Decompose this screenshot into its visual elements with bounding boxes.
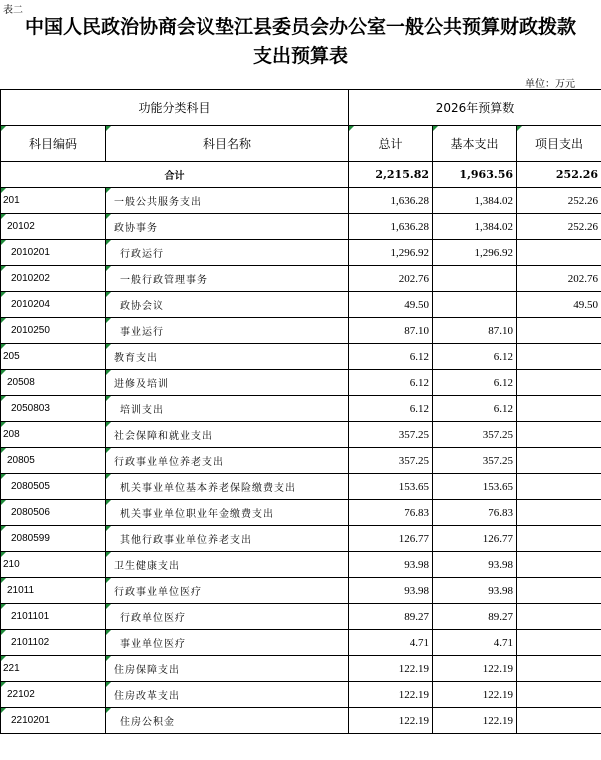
code-cell: 2010201 — [1, 240, 106, 266]
table-row — [1, 630, 601, 656]
basic-cell: 357.25 — [433, 448, 517, 474]
total-cell: 122.19 — [349, 656, 433, 682]
code-cell: 2080599 — [1, 526, 106, 552]
basic-cell: 1,296.92 — [433, 240, 517, 266]
basic-cell — [433, 292, 517, 318]
name-cell: 进修及培训 — [106, 370, 349, 396]
total-cell: 122.19 — [349, 682, 433, 708]
budget-table — [0, 89, 601, 734]
project-cell — [517, 604, 601, 630]
project-cell — [517, 682, 601, 708]
basic-cell: 153.65 — [433, 474, 517, 500]
code-cell: 20805 — [1, 448, 106, 474]
code-cell: 221 — [1, 656, 106, 682]
project-cell — [517, 708, 601, 734]
unit-label: 单位：万元 — [525, 79, 575, 90]
total-cell: 93.98 — [349, 578, 433, 604]
basic-cell — [433, 266, 517, 292]
basic-cell: 357.25 — [433, 422, 517, 448]
code-cell: 20102 — [1, 214, 106, 240]
table-row — [1, 656, 601, 682]
table-row — [1, 604, 601, 630]
basic-cell: 76.83 — [433, 500, 517, 526]
project-cell — [517, 630, 601, 656]
name-cell: 社会保障和就业支出 — [106, 422, 349, 448]
project-cell — [517, 422, 601, 448]
name-cell: 住房保障支出 — [106, 656, 349, 682]
total-total: 2,215.82 — [349, 162, 433, 188]
basic-cell: 6.12 — [433, 344, 517, 370]
budget-group-header: 2026年预算数 — [349, 90, 601, 126]
table-row — [1, 344, 601, 370]
table-row — [1, 214, 601, 240]
name-cell: 行政运行 — [106, 240, 349, 266]
name-cell: 机关事业单位基本养老保险缴费支出 — [106, 474, 349, 500]
code-cell: 205 — [1, 344, 106, 370]
code-cell: 20508 — [1, 370, 106, 396]
table-row — [1, 188, 601, 214]
code-cell: 201 — [1, 188, 106, 214]
total-cell: 202.76 — [349, 266, 433, 292]
code-cell: 2080505 — [1, 474, 106, 500]
project-cell — [517, 318, 601, 344]
total-cell: 6.12 — [349, 344, 433, 370]
name-cell: 一般行政管理事务 — [106, 266, 349, 292]
table-tag: 表二 — [3, 5, 23, 16]
total-project: 252.26 — [517, 162, 601, 188]
project-cell: 202.76 — [517, 266, 601, 292]
table-row — [1, 292, 601, 318]
total-cell: 1,636.28 — [349, 188, 433, 214]
total-cell: 87.10 — [349, 318, 433, 344]
total-cell: 76.83 — [349, 500, 433, 526]
total-cell: 122.19 — [349, 708, 433, 734]
basic-cell: 122.19 — [433, 708, 517, 734]
code-cell: 2080506 — [1, 500, 106, 526]
total-cell: 1,636.28 — [349, 214, 433, 240]
col-project-header: 项目支出 — [517, 126, 601, 162]
col-total-header: 总计 — [349, 126, 433, 162]
basic-cell: 93.98 — [433, 578, 517, 604]
name-cell: 培训支出 — [106, 396, 349, 422]
total-cell: 4.71 — [349, 630, 433, 656]
total-cell: 6.12 — [349, 396, 433, 422]
project-cell — [517, 240, 601, 266]
code-cell: 2010250 — [1, 318, 106, 344]
total-label: 合计 — [1, 162, 349, 188]
name-cell: 事业运行 — [106, 318, 349, 344]
code-cell: 208 — [1, 422, 106, 448]
name-cell: 卫生健康支出 — [106, 552, 349, 578]
total-cell: 49.50 — [349, 292, 433, 318]
total-row — [1, 162, 601, 188]
col-name-header: 科目名称 — [106, 126, 349, 162]
code-cell: 22102 — [1, 682, 106, 708]
project-cell — [517, 500, 601, 526]
name-cell: 其他行政事业单位养老支出 — [106, 526, 349, 552]
page-subtitle: 支出预算表 — [252, 45, 348, 67]
code-cell: 2210201 — [1, 708, 106, 734]
project-cell — [517, 526, 601, 552]
name-cell: 住房公积金 — [106, 708, 349, 734]
code-cell: 2101101 — [1, 604, 106, 630]
page-title: 中国人民政治协商会议垫江县委员会办公室一般公共预算财政拨款 — [24, 16, 576, 38]
name-cell: 教育支出 — [106, 344, 349, 370]
table-row — [1, 266, 601, 292]
total-cell: 153.65 — [349, 474, 433, 500]
basic-cell: 6.12 — [433, 370, 517, 396]
name-cell: 政协会议 — [106, 292, 349, 318]
table-row — [1, 552, 601, 578]
basic-cell: 126.77 — [433, 526, 517, 552]
name-cell: 政协事务 — [106, 214, 349, 240]
basic-cell: 89.27 — [433, 604, 517, 630]
project-cell: 252.26 — [517, 188, 601, 214]
code-cell: 2050803 — [1, 396, 106, 422]
total-cell: 93.98 — [349, 552, 433, 578]
basic-cell: 93.98 — [433, 552, 517, 578]
total-cell: 1,296.92 — [349, 240, 433, 266]
total-cell: 357.25 — [349, 448, 433, 474]
basic-cell: 122.19 — [433, 656, 517, 682]
basic-cell: 4.71 — [433, 630, 517, 656]
project-cell — [517, 344, 601, 370]
table-row — [1, 708, 601, 734]
col-code-header: 科目编码 — [1, 126, 106, 162]
basic-cell: 1,384.02 — [433, 214, 517, 240]
basic-cell: 122.19 — [433, 682, 517, 708]
table-row — [1, 370, 601, 396]
table-row — [1, 578, 601, 604]
total-cell: 89.27 — [349, 604, 433, 630]
project-cell — [517, 474, 601, 500]
table-row — [1, 500, 601, 526]
func-group-header: 功能分类科目 — [1, 90, 349, 126]
col-basic-header: 基本支出 — [433, 126, 517, 162]
table-row — [1, 240, 601, 266]
total-cell: 126.77 — [349, 526, 433, 552]
project-cell: 252.26 — [517, 214, 601, 240]
basic-cell: 1,384.02 — [433, 188, 517, 214]
table-row — [1, 474, 601, 500]
project-cell — [517, 656, 601, 682]
code-cell: 210 — [1, 552, 106, 578]
table-row — [1, 396, 601, 422]
name-cell: 机关事业单位职业年金缴费支出 — [106, 500, 349, 526]
code-cell: 21011 — [1, 578, 106, 604]
name-cell: 事业单位医疗 — [106, 630, 349, 656]
name-cell: 行政事业单位养老支出 — [106, 448, 349, 474]
project-cell — [517, 578, 601, 604]
project-cell — [517, 448, 601, 474]
project-cell — [517, 396, 601, 422]
code-cell: 2101102 — [1, 630, 106, 656]
basic-cell: 87.10 — [433, 318, 517, 344]
basic-cell: 6.12 — [433, 396, 517, 422]
name-cell: 一般公共服务支出 — [106, 188, 349, 214]
project-cell: 49.50 — [517, 292, 601, 318]
total-basic: 1,963.56 — [433, 162, 517, 188]
name-cell: 住房改革支出 — [106, 682, 349, 708]
project-cell — [517, 552, 601, 578]
name-cell: 行政事业单位医疗 — [106, 578, 349, 604]
table-row — [1, 448, 601, 474]
total-cell: 6.12 — [349, 370, 433, 396]
table-row — [1, 526, 601, 552]
total-cell: 357.25 — [349, 422, 433, 448]
code-cell: 2010204 — [1, 292, 106, 318]
table-row — [1, 682, 601, 708]
table-row — [1, 422, 601, 448]
code-cell: 2010202 — [1, 266, 106, 292]
name-cell: 行政单位医疗 — [106, 604, 349, 630]
project-cell — [517, 370, 601, 396]
table-row — [1, 318, 601, 344]
